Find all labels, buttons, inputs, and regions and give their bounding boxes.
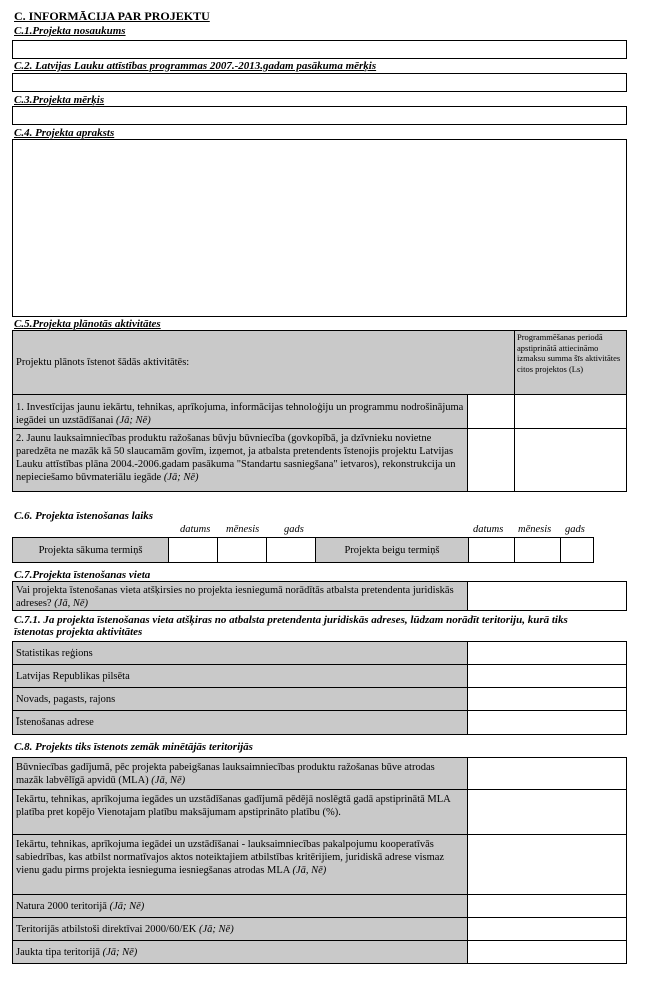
end-gads-header: gads [565,524,585,535]
c8-row-2-answer[interactable] [467,789,627,835]
program-goal-field[interactable] [12,73,627,92]
location-differs-question: Vai projekta īstenošanas vieta atšķirsies no projekta iesniegumā norādītās atbalsta pretendenta juridiskās adreses? (Jā, Nē) [12,581,468,611]
c7-title: C.7.Projekta īstenošanas vieta [14,569,151,581]
territory-row-address-field[interactable] [467,710,627,735]
start-menesis-header: mēnesis [226,524,260,535]
c8-row-6-answer[interactable] [467,940,627,964]
start-day-field[interactable] [168,537,218,563]
activity-row-1-answer[interactable] [467,394,515,429]
end-month-field[interactable] [514,537,561,563]
approved-sum-header: Programmēšanas periodā apstiprinātā attiecināmo izmaksu summa šīs aktivitātes citos projektos (Ls) [514,330,627,395]
territory-row-address-label: Īstenošanas adrese [12,710,468,735]
c8-row-4-label: Natura 2000 teritorijā (Jā; Nē) [12,894,468,918]
location-differs-answer[interactable] [467,581,627,611]
c6-title: C.6. Projekta īstenošanas laiks [14,510,154,522]
c8-row-1-label: Būvniecības gadījumā, pēc projekta pabeigšanas lauksaimniecības produktu ražošanas būve atrodas mazāk labvēlīgā apvidū (MLA) (Jā, Nē) [12,757,468,790]
activity-row-2-answer[interactable] [467,428,515,492]
start-month-field[interactable] [217,537,267,563]
territory-row-county-field[interactable] [467,687,627,711]
territory-row-region-label: Statistikas reģions [12,641,468,665]
c71-title-line1: C.7.1. Ja projekta īstenošanas vieta atšķiras no atbalsta pretendenta juridiskās adreses, lūdzam norādīt teritoriju, kurā tiks [14,614,568,626]
territory-row-region-field[interactable] [467,641,627,665]
end-day-field[interactable] [468,537,515,563]
section-heading: C. INFORMĀCIJA PAR PROJEKTU [14,9,210,23]
activity-row-1-sum[interactable] [514,394,627,429]
c8-row-3-answer[interactable] [467,834,627,895]
activity-row-1-label: 1. Investīcijas jaunu iekārtu, tehnikas, aprīkojuma, informācijas tehnoloģiju un programmu nodrošinājuma iegādei un uzstādīšanai (Jā; Nē) [12,394,468,429]
start-date-label: Projekta sākuma termiņš [12,537,169,563]
c4-title: C.4. Projekta apraksts [14,127,115,139]
c5-title: C.5.Projekta plānotās aktivitātes [14,318,161,330]
c2-title: C.2. Latvijas Lauku attīstības programmas 2007.-2013.gadam pasākuma mērķis [14,60,377,72]
c8-row-2-label: Iekārtu, tehnikas, aprīkojuma iegādes un uzstādīšanas gadījumā pēdējā noslēgtā gadā apstiprinātā MLA platība pret kopējo Vienotajam platību maksājumam apstiprināto platību (%). [12,789,468,835]
activities-header: Projektu plānots īstenot šādās aktivitātēs: [12,330,515,395]
c8-title: C.8. Projekts tiks īstenots zemāk minētājās teritorijās [14,741,253,753]
activity-row-2-sum[interactable] [514,428,627,492]
c8-row-5-answer[interactable] [467,917,627,941]
start-datums-header: datums [180,524,211,535]
c8-row-6-label: Jaukta tipa teritorijā (Jā; Nē) [12,940,468,964]
activity-row-2-label: 2. Jaunu lauksaimniecības produktu ražošanas būvju būvniecība (govkopībā, ja dzīvnieku novietne paredzēta ne mazāk kā 50 slaucamām govīm, izņemot, ja atbalsta pretendents īstenojis projektu Latvijas Lauku attīstības plāna 2004.-2006.gadam pasākuma "Standartu sasniegšana" ietvaros), rekonstrukcija un nepieciešamo būvmateriālu iegāde (Jā; Nē) [12,428,468,492]
end-year-field[interactable] [560,537,594,563]
project-name-field[interactable] [12,40,627,59]
end-menesis-header: mēnesis [518,524,552,535]
c1-title: C.1.Projekta nosaukums [14,25,126,37]
territory-row-city-label: Latvijas Republikas pilsēta [12,664,468,688]
start-year-field[interactable] [266,537,316,563]
project-goal-field[interactable] [12,106,627,125]
project-description-field[interactable] [12,139,627,317]
c3-title: C.3.Projekta mērķis [14,94,105,106]
c8-row-4-answer[interactable] [467,894,627,918]
territory-row-city-field[interactable] [467,664,627,688]
c8-row-5-label: Teritorijās atbilstoši direktīvai 2000/60/EK (Jā; Nē) [12,917,468,941]
c8-row-1-answer[interactable] [467,757,627,790]
territory-row-county-label: Novads, pagasts, rajons [12,687,468,711]
end-datums-header: datums [473,524,504,535]
c8-row-3-label: Iekārtu, tehnikas, aprīkojuma iegādei un uzstādīšanai - lauksaimniecības pakalpojumu kooperatīvās sabiedrības, kas atbilst normatīvajos aktos noteiktajiem atbilstības kritērijiem, juridiskā adrese vismaz vienu gadu pirms projekta iesnieguma iesniegšanas atrodas MLA (Jā, Nē) [12,834,468,895]
end-date-label: Projekta beigu termiņš [315,537,469,563]
c71-title-line2: īstenotas projekta aktivitātes [14,626,143,638]
start-gads-header: gads [284,524,304,535]
